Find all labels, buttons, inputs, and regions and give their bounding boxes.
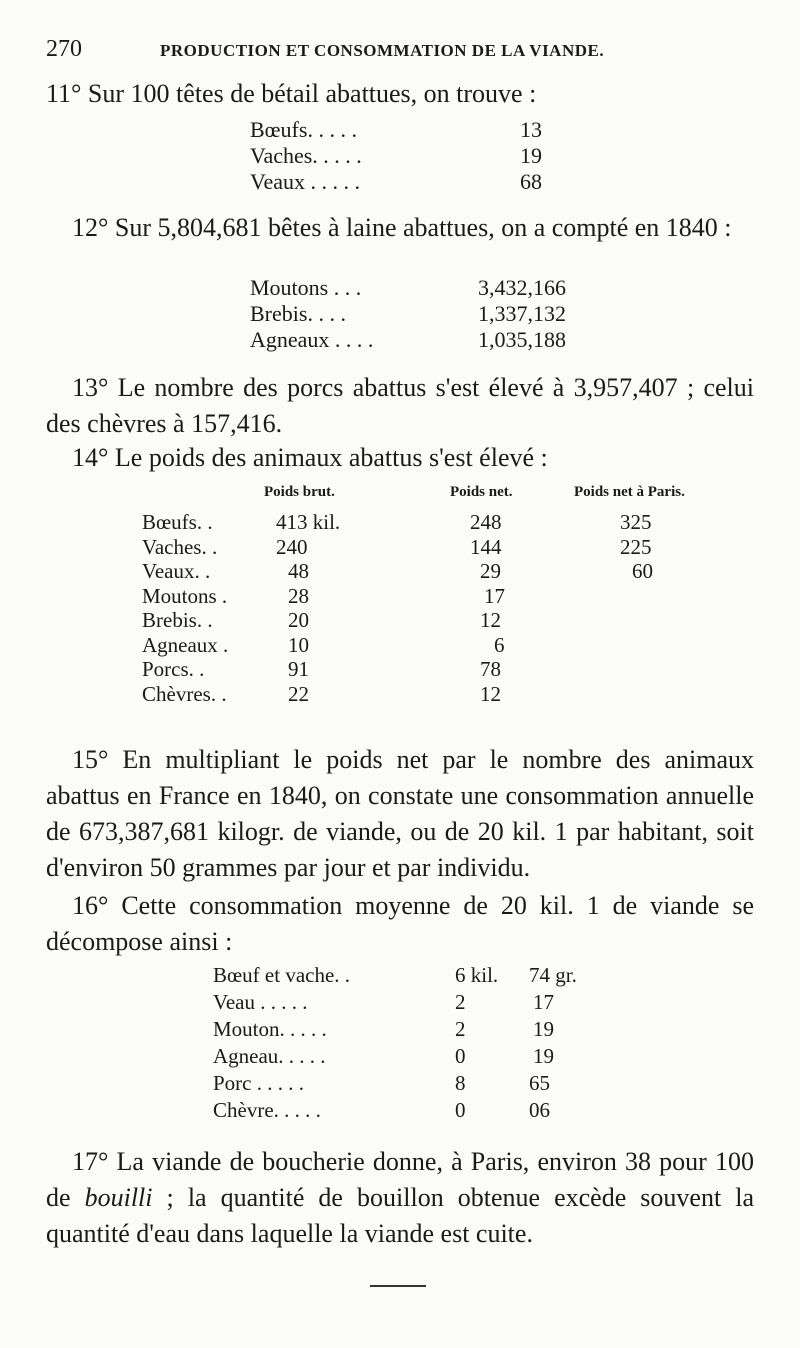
list-item-value: 3,432,166	[478, 275, 566, 300]
list-item-kilograms: 8	[455, 1071, 466, 1095]
cell-net: 144	[470, 534, 502, 559]
list-item-kilograms: 6 kil.	[455, 963, 499, 987]
table-row	[142, 559, 742, 584]
list-item	[250, 169, 570, 195]
list-item-grams: 17	[533, 990, 554, 1014]
list-item	[213, 1043, 633, 1070]
list-item-label: Mouton. . . . .	[213, 1017, 327, 1041]
page-number: 270	[46, 36, 82, 62]
column-header-net: Poids net.	[450, 484, 513, 500]
list-item-label: Bœufs. . . . .	[250, 117, 357, 142]
list-item-kilograms: 0	[455, 1098, 466, 1122]
paragraph-13-text: 13° Le nombre des porcs abattus s'est élevé à 3,957,407 ; celui des chèvres à 157,416.	[46, 373, 754, 438]
running-head: PRODUCTION ET CONSOMMATION DE LA VIANDE.	[160, 41, 605, 60]
column-header-paris: Poids net à Paris.	[574, 484, 685, 500]
row-label: Agneaux .	[142, 632, 229, 657]
table-row	[142, 682, 742, 707]
list-item-label: Veaux . . . . .	[250, 169, 360, 194]
list-item	[250, 143, 570, 169]
cell-net: 17	[484, 583, 505, 608]
list-item-value: 1,035,188	[478, 327, 566, 352]
paragraph-17-emphasis: bouilli	[84, 1183, 153, 1212]
list-item-grams: 65	[529, 1071, 550, 1095]
cell-brut: 240	[276, 534, 308, 559]
paragraph-12-text: 12° Sur 5,804,681 bêtes à laine abattues, on a compté en 1840 :	[72, 213, 732, 242]
list-item	[213, 989, 633, 1016]
list-item-value: 19	[520, 143, 542, 168]
list-item-label: Brebis. . . .	[250, 301, 346, 326]
list-item-kilograms: 2	[455, 1017, 466, 1041]
cell-brut: 48	[288, 559, 309, 583]
list-item-value: 68	[520, 169, 542, 194]
list-item	[250, 301, 610, 327]
list-item-grams: 19	[533, 1017, 554, 1041]
cell-brut: 91	[288, 657, 309, 681]
row-label: Veaux. .	[142, 559, 211, 583]
paragraph-15	[46, 742, 754, 886]
cell-brut: 20	[288, 608, 309, 632]
list-item-label: Vaches. . . . .	[250, 143, 362, 168]
paragraph-17	[46, 1144, 754, 1252]
table-row	[142, 657, 742, 682]
page-header	[46, 36, 746, 66]
paragraph-14-text: 14° Le poids des animaux abattus s'est élevé :	[72, 443, 548, 472]
cell-net: 248	[470, 510, 502, 534]
cell-brut: 413 kil.	[276, 510, 341, 534]
paragraph-15-text: 15° En multipliant le poids net par le nombre des animaux abattus en France en 1840, on constate une consommation annuelle de 673,387,681 kilogr. de viande, ou de 20 kil. 1 par habitant, soit d'environ 50 grammes par jour et par individu.	[46, 745, 754, 882]
paragraph-17-lead: 17° La viande de boucherie donne, à Paris, environ 38 pour 100 de	[46, 1147, 754, 1212]
row-label: Porcs. .	[142, 657, 205, 681]
table-row	[142, 633, 742, 658]
list-item-kilograms: 0	[455, 1044, 466, 1068]
list-slaughtered-cattle	[250, 117, 570, 195]
paragraph-16-text: 16° Cette consommation moyenne de 20 kil. 1 de viande se décompose ainsi :	[46, 891, 754, 956]
paragraph-12	[46, 210, 754, 246]
list-item-label: Veau . . . . .	[213, 990, 308, 1014]
closing-rule	[370, 1285, 426, 1287]
list-item	[213, 1097, 633, 1124]
table-row	[142, 535, 742, 560]
cell-paris: 325	[620, 510, 652, 534]
column-header-brut: Poids brut.	[264, 484, 335, 500]
list-item-label: Porc . . . . .	[213, 1071, 304, 1095]
paragraph-14	[46, 440, 754, 476]
paragraph-16	[46, 888, 754, 960]
list-wool-animals	[250, 275, 610, 353]
cell-net: 12	[480, 681, 501, 706]
paragraph-13	[46, 370, 754, 442]
list-consumption-breakdown	[213, 962, 633, 1124]
list-item-label: Agneau. . . . .	[213, 1044, 326, 1068]
row-label: Moutons .	[142, 583, 228, 608]
list-item	[213, 1070, 633, 1097]
list-item-value: 13	[520, 117, 542, 142]
cell-net: 78	[480, 657, 501, 681]
weight-table	[142, 484, 742, 734]
cell-brut: 10	[288, 632, 309, 657]
row-label: Brebis. .	[142, 608, 213, 632]
list-item-label: Chèvre. . . . .	[213, 1098, 321, 1122]
paragraph-17-tail: ; la quantité de bouillon obtenue excède souvent la quantité d'eau dans laquelle la viande est cuite.	[46, 1183, 754, 1248]
cell-net: 6	[494, 632, 505, 657]
list-item	[250, 327, 610, 353]
list-item	[213, 962, 633, 989]
list-item-grams: 74 gr.	[529, 963, 577, 987]
list-item-value: 1,337,132	[478, 301, 566, 326]
list-item	[213, 1016, 633, 1043]
cell-paris: 60	[632, 559, 653, 583]
table-row	[142, 608, 742, 633]
cell-brut: 22	[288, 681, 309, 706]
cell-net: 29	[480, 559, 501, 583]
paragraph-11-text: 11° Sur 100 têtes de bétail abattues, on trouve :	[46, 79, 537, 108]
list-item	[250, 117, 570, 143]
list-item	[250, 275, 610, 301]
list-item-kilograms: 2	[455, 990, 466, 1014]
list-item-grams: 19	[533, 1044, 554, 1068]
table-row	[142, 510, 742, 535]
paragraph-11	[46, 76, 754, 112]
row-label: Chèvres. .	[142, 681, 227, 706]
cell-brut: 28	[288, 583, 309, 608]
list-item-label: Moutons . . .	[250, 275, 362, 300]
cell-paris: 225	[620, 534, 652, 559]
list-item-grams: 06	[529, 1098, 550, 1122]
row-label: Bœufs. .	[142, 510, 213, 534]
row-label: Vaches. .	[142, 534, 218, 559]
table-row	[142, 584, 742, 609]
list-item-label: Agneaux . . . .	[250, 327, 374, 352]
list-item-label: Bœuf et vache. .	[213, 963, 351, 987]
weight-table-body	[142, 510, 742, 706]
cell-net: 12	[480, 608, 501, 632]
